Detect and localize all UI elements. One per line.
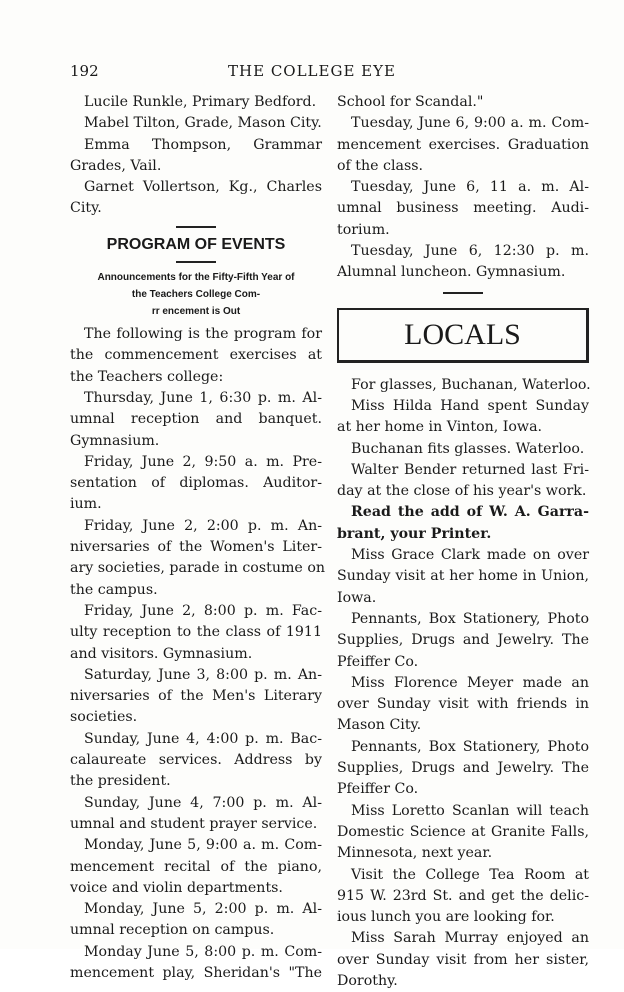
text-line: Miss Loretto Scanlan will teach [351,802,589,819]
paragraph [337,673,589,737]
program-heading: PROGRAM OF EVENTS [106,235,286,253]
text-line: mencement exercises. Graduation [337,136,589,153]
text-line: niversaries of the Women's Liter- [70,539,322,556]
text-line: Mabel Tilton, Grade, Mason City. [84,115,322,132]
text-line: Friday, June 2, 9:50 a. m. Pre- [84,453,322,470]
text-line: Minnesota, next year. [337,845,493,862]
text-line: Grades, Vail. [70,157,162,174]
text-line: Tuesday, June 6, 12:30 p. m. [351,243,589,260]
paragraph [70,729,322,793]
page-number: 192 [70,62,99,80]
text-line: Tuesday, June 6, 9:00 a. m. Com- [351,115,589,132]
text-line: ulty reception to the class of 1911 [70,624,322,641]
text-line: sentation of diplomas. Auditor- [70,475,322,492]
text-line: City. [70,200,102,217]
text-line: umnal business meeting. Audi- [337,200,589,217]
paragraph [337,439,589,460]
text-line: Walter Bender returned last Fri- [351,461,589,478]
paragraph [337,396,589,439]
text-line: ious lunch you are looking for. [337,909,555,926]
text-line: School for Scandal." [337,94,484,110]
paragraph [70,92,322,113]
paragraph [337,375,589,396]
locals-heading-box [337,308,589,363]
paragraph [70,516,326,601]
subheading-line: rr encement is Out [151,306,241,318]
text-line: For glasses, Buchanan, Waterloo. [351,376,591,393]
paragraph [337,737,589,801]
program-subheading [70,269,322,320]
paragraph [70,942,322,985]
text-line: Iowa. [337,589,377,606]
graduate-list [70,92,322,220]
paragraph [70,113,322,134]
text-line: Garnet Vollertson, Kg., Charles [84,179,322,196]
paragraph [337,241,589,284]
text-line: over Sunday visit from her sister, [337,951,589,968]
text-line: brant, your Printer. [337,525,492,542]
paragraph [70,793,322,836]
text-line: Friday, June 2, 8:00 p. m. Fac- [84,602,322,619]
text-line: Monday, June 5, 2:00 p. m. Al- [84,901,322,918]
text-line: the campus. [70,581,158,598]
text-line: Emma Thompson, Grammar [84,136,322,153]
divider [443,292,483,294]
paragraph [70,899,322,942]
text-line: Thursday, June 1, 6:30 p. m. Al- [84,389,322,406]
text-line: Sunday, June 4, 7:00 p. m. Al- [84,794,322,811]
paragraph [337,113,589,177]
paragraph [70,177,322,220]
text-line: calaureate services. Address by [70,752,322,769]
text-line: day at the close of his year's work. [337,483,587,500]
locals-body [337,375,589,992]
paragraph [337,502,589,545]
paragraph [70,388,322,452]
text-line: ium. [70,496,102,513]
text-line: Mason City. [337,717,422,734]
publication-title: THE COLLEGE EYE [228,62,396,80]
text-line: over Sunday visit with friends in [337,696,589,713]
text-line: Miss Sarah Murray enjoyed an [351,930,589,947]
paragraph [70,452,322,516]
text-line: The following is the program for [84,326,322,343]
locals-heading: LOCALS [404,318,521,352]
text-line: Buchanan fits glasses. Waterloo. [351,440,585,457]
text-line: Saturday, June 3, 8:00 p. m. An- [84,666,322,683]
paragraph [70,135,322,178]
text-line: Monday June 5, 8:00 p. m. Com- [84,943,322,960]
text-line: Miss Grace Clark made on over [351,547,589,564]
paragraph [337,928,589,992]
text-line: the Teachers college: [70,368,224,385]
text-line: Pfeiffer Co. [337,781,419,798]
paragraph [337,545,589,609]
text-line: mencement recital of the piano, [70,858,322,875]
text-line: and visitors. Gymnasium. [70,645,253,662]
divider [176,226,216,228]
paragraph [70,665,322,729]
paragraph [337,609,589,673]
paragraph [70,324,322,388]
text-line: Sunday visit at her home in Union, [337,568,589,585]
paragraph [337,460,589,503]
text-line: umnal reception on campus. [70,922,275,939]
text-line: umnal reception and banquet. [70,411,322,428]
text-line: Visit the College Tea Room at [351,866,589,883]
paragraph [337,92,589,113]
text-line: Dorothy. [337,972,398,989]
subheading-line: the Teachers College Com- [131,289,261,301]
paragraph [70,601,322,665]
text-line: Supplies, Drugs and Jewelry. The [337,760,589,777]
text-line: the president. [70,773,171,790]
text-line: mencement play, Sheridan's "The [70,964,322,981]
text-line: Monday, June 5, 9:00 a. m. Com- [84,837,322,854]
text-line: Pennants, Box Stationery, Photo [351,610,589,627]
text-line: Miss Florence Meyer made an [351,674,589,691]
text-line: Alumnal luncheon. Gymnasium. [337,264,566,281]
text-line: Miss Hilda Hand spent Sunday [351,397,589,414]
text-line: Lucile Runkle, Primary Bedford. [84,94,317,110]
text-line: umnal and student prayer service. [70,815,318,832]
subheading-line: Announcements for the Fifty-Fifth Year of [97,272,295,284]
text-line: the commencement exercises at [70,347,322,364]
text-line: Supplies, Drugs and Jewelry. The [337,632,589,649]
text-line: Domestic Science at Granite Falls, [337,823,589,840]
right-column [337,92,589,992]
text-line: Tuesday, June 6, 11 a. m. Al- [351,179,589,196]
text-line: Pfeiffer Co. [337,653,419,670]
paragraph [337,177,589,241]
text-line: voice and violin departments. [70,879,283,896]
program-continued [337,92,589,284]
text-line: 915 W. 23rd St. and get the delic- [337,887,589,904]
text-line: societies. [70,709,138,726]
paragraph [337,865,589,929]
text-line: Read the add of W. A. Garra- [351,504,589,521]
text-line: Pennants, Box Stationery, Photo [351,738,589,755]
text-line: at her home in Vinton, Iowa. [337,419,543,436]
text-line: torium. [337,221,390,238]
text-line: Sunday, June 4, 4:00 p. m. Bac- [84,730,322,747]
text-line: ary societies, parade in costume on [70,560,326,577]
program-body [70,324,326,984]
text-line: niversaries of the Men's Literary [70,688,322,705]
left-column [70,92,326,984]
divider [176,261,216,263]
text-line: Friday, June 2, 2:00 p. m. An- [84,517,322,534]
text-line: Gymnasium. [70,432,160,449]
text-line: of the class. [337,157,424,174]
paragraph [70,835,322,899]
paragraph [337,801,589,865]
